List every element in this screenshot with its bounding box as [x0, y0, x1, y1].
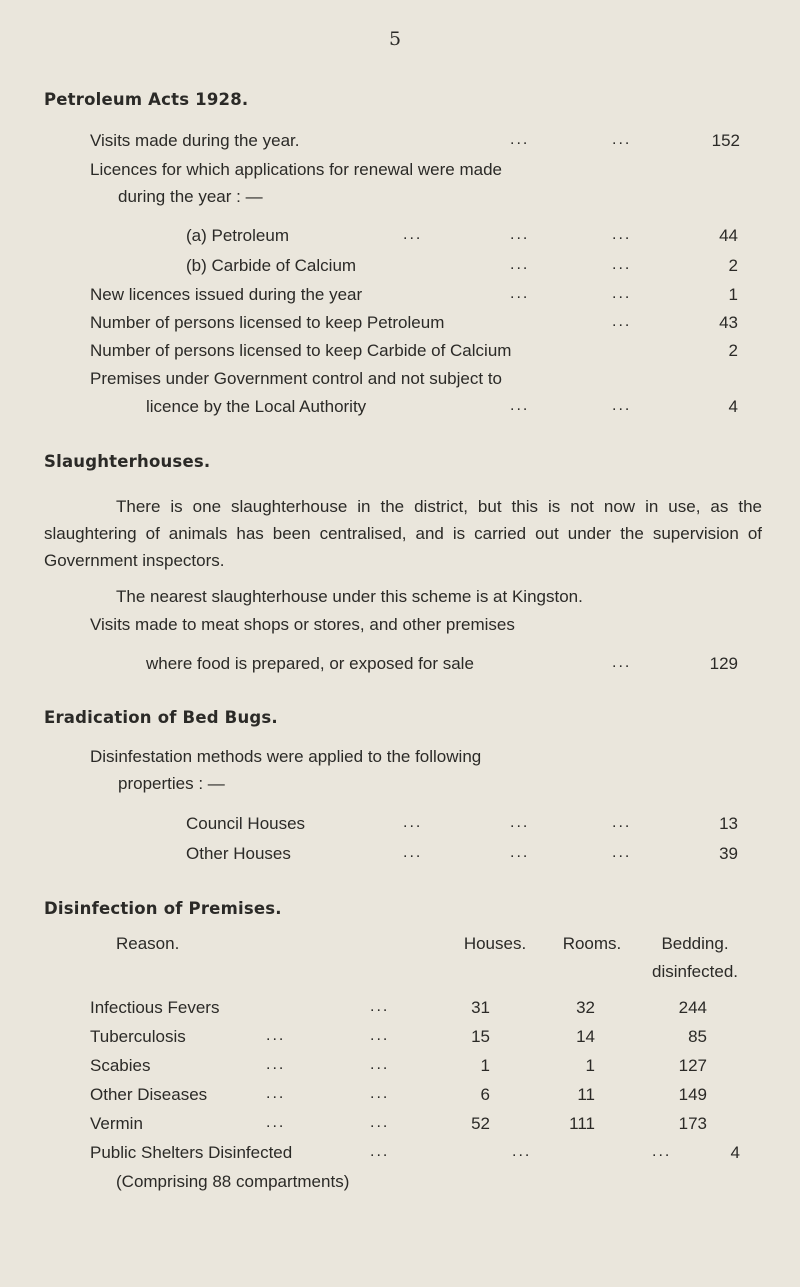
table-row-reason: Tuberculosis — [90, 1027, 186, 1046]
persons-petroleum-label: Number of persons licensed to keep Petroleum — [90, 313, 445, 332]
table-row-bedding: 149 — [678, 1085, 707, 1104]
leader-dots: ... — [510, 226, 530, 243]
leader-dots: ... — [612, 844, 632, 861]
other-houses-label: Other Houses — [186, 844, 291, 863]
table-row-bedding: 127 — [678, 1056, 707, 1075]
slaughter-visits-value: 129 — [709, 654, 738, 673]
leader-dots: ... — [266, 1114, 286, 1131]
leader-dots: ... — [510, 256, 530, 273]
leader-dots: ... — [403, 844, 423, 861]
leader-dots: ... — [612, 313, 632, 330]
persons-carbide-value: 2 — [728, 341, 738, 360]
leader-dots: ... — [612, 131, 632, 148]
table-row-houses: 15 — [471, 1027, 490, 1046]
leader-dots: ... — [370, 1143, 390, 1160]
table-row-bedding: 173 — [678, 1114, 707, 1133]
leader-dots: ... — [370, 1027, 390, 1044]
leader-dots: ... — [510, 397, 530, 414]
table-row-rooms: 1 — [585, 1056, 595, 1075]
table-row-reason: Other Diseases — [90, 1085, 208, 1104]
table-row-reason: Scabies — [90, 1056, 151, 1075]
premises-line-1: Premises under Government control and not subject to — [90, 369, 502, 388]
carbide-licence-label: (b) Carbide of Calcium — [186, 256, 357, 275]
column-bedding: Bedding. — [661, 934, 729, 953]
slaughter-visits-line-1: Visits made to meat shops or stores, and other premises — [90, 615, 515, 634]
shelters-note: (Comprising 88 compartments) — [116, 1172, 350, 1191]
column-bedding-2: disinfected. — [652, 962, 738, 981]
petroleum-heading: Petroleum Acts 1928. — [44, 90, 249, 109]
leader-dots: ... — [612, 256, 632, 273]
column-reason: Reason. — [116, 934, 180, 953]
table-row-houses: 52 — [471, 1114, 490, 1133]
leader-dots: ... — [612, 285, 632, 302]
bedbugs-line-2: properties : — — [118, 774, 225, 793]
premises-value: 4 — [728, 397, 738, 416]
leader-dots: ... — [612, 814, 632, 831]
table-row-houses: 31 — [471, 998, 490, 1017]
carbide-licence-value: 2 — [728, 256, 738, 275]
leader-dots: ... — [370, 1114, 390, 1131]
council-houses-value: 13 — [719, 814, 738, 833]
table-row-reason: Vermin — [90, 1114, 143, 1133]
table-row-bedding: 85 — [688, 1027, 707, 1046]
leader-dots: ... — [510, 131, 530, 148]
premises-line-2: licence by the Local Authority — [146, 397, 367, 416]
petroleum-visits-value: 152 — [711, 131, 740, 150]
table-row-reason: Infectious Fevers — [90, 998, 220, 1017]
petroleum-visits-label: Visits made during the year. — [90, 131, 300, 150]
other-houses-value: 39 — [719, 844, 738, 863]
new-licences-label: New licences issued during the year — [90, 285, 363, 304]
column-rooms: Rooms. — [562, 934, 622, 953]
leader-dots: ... — [612, 397, 632, 414]
licences-line-2: during the year : — — [118, 187, 263, 206]
leader-dots: ... — [370, 1056, 390, 1073]
leader-dots: ... — [612, 654, 632, 671]
petroleum-licence-value: 44 — [719, 226, 738, 245]
bedbugs-heading: Eradication of Bed Bugs. — [44, 708, 278, 727]
leader-dots: ... — [510, 285, 530, 302]
leader-dots: ... — [612, 226, 632, 243]
slaughter-paragraph-2: The nearest slaughterhouse under this scheme is at Kingston. — [116, 587, 583, 606]
slaughter-heading: Slaughterhouses. — [44, 452, 211, 471]
shelters-value: 4 — [730, 1143, 740, 1162]
column-houses: Houses. — [463, 934, 527, 953]
leader-dots: ... — [266, 1085, 286, 1102]
table-row-houses: 6 — [480, 1085, 490, 1104]
table-row-bedding: 244 — [678, 998, 707, 1017]
leader-dots: ... — [266, 1027, 286, 1044]
leader-dots: ... — [510, 814, 530, 831]
leader-dots: ... — [370, 998, 390, 1015]
leader-dots: ... — [510, 844, 530, 861]
table-row-rooms: 11 — [577, 1085, 595, 1104]
slaughter-visits-line-2: where food is prepared, or exposed for sale — [146, 654, 474, 673]
leader-dots: ... — [403, 814, 423, 831]
new-licences-value: 1 — [728, 285, 738, 304]
leader-dots: ... — [652, 1143, 672, 1160]
table-row-rooms: 32 — [576, 998, 595, 1017]
council-houses-label: Council Houses — [186, 814, 306, 833]
page-number: 5 — [388, 28, 402, 50]
shelters-label: Public Shelters Disinfected — [90, 1143, 293, 1162]
persons-carbide-label: Number of persons licensed to keep Carbide of Calcium — [90, 341, 512, 360]
leader-dots: ... — [512, 1143, 532, 1160]
leader-dots: ... — [266, 1056, 286, 1073]
table-row-rooms: 14 — [576, 1027, 595, 1046]
licences-line-1: Licences for which applications for renewal were made — [90, 160, 502, 179]
table-row-houses: 1 — [480, 1056, 490, 1075]
table-row-rooms: 111 — [569, 1114, 595, 1133]
slaughter-paragraph-1: There is one slaughterhouse in the district, but this is not now in use, as the slaughtering of animals has been centralised, and is carried out under the supervision of Government inspectors. — [44, 497, 762, 570]
disinfection-heading: Disinfection of Premises. — [44, 899, 282, 918]
bedbugs-line-1: Disinfestation methods were applied to the following — [90, 747, 482, 766]
leader-dots: ... — [370, 1085, 390, 1102]
leader-dots: ... — [403, 226, 423, 243]
petroleum-licence-label: (a) Petroleum — [186, 226, 289, 245]
persons-petroleum-value: 43 — [719, 313, 738, 332]
